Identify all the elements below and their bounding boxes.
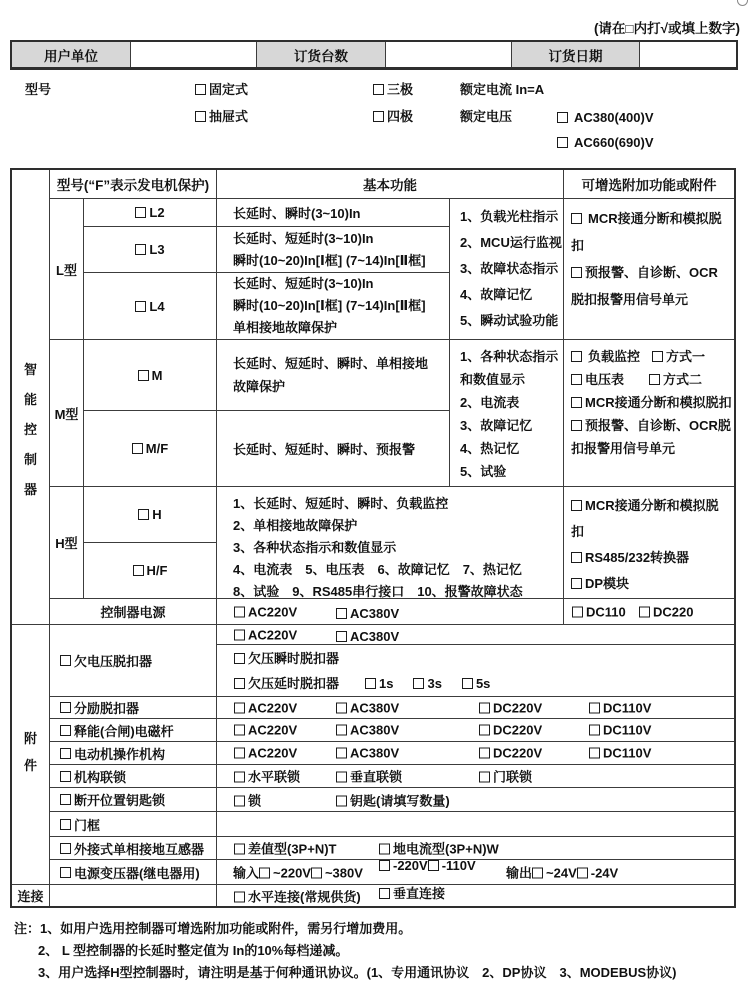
shunt-voltage-options bbox=[217, 697, 734, 718]
interlock-door-option: 门联锁 bbox=[479, 767, 532, 786]
shunt-dc110-checkbox[interactable] bbox=[589, 702, 600, 713]
ac380-label: AC380(400)V bbox=[574, 110, 654, 125]
power-ac380-option: AC380V bbox=[336, 606, 399, 621]
m-mode2-label: 方式二 bbox=[663, 372, 703, 387]
motor-operator-checkbox[interactable] bbox=[60, 748, 71, 759]
uv-ac220-checkbox[interactable] bbox=[234, 629, 245, 640]
magnet-dc110-option: DC110V bbox=[589, 723, 651, 738]
lock-option: 锁 bbox=[234, 790, 261, 809]
uv-release-checkbox[interactable] bbox=[60, 655, 71, 666]
shunt-dc110-option: DC110V bbox=[589, 700, 651, 715]
ac380-checkbox[interactable] bbox=[557, 112, 568, 123]
l-indicator-list: 1、负载光柱指示 2、MCU运行监视 3、故障状态指示 4、故障记忆 5、瞬动试验功能 bbox=[450, 199, 563, 339]
l4-checkbox[interactable] bbox=[135, 301, 146, 312]
fill-instruction-note: (请在□内打√或填上数字) bbox=[593, 21, 740, 36]
transformer-out-ac24-checkbox[interactable] bbox=[532, 868, 543, 879]
footnotes bbox=[14, 918, 676, 984]
shunt-ac220-option: AC220V bbox=[234, 700, 297, 715]
uv-delay-checkbox[interactable] bbox=[234, 678, 245, 689]
power-ac-options bbox=[217, 599, 563, 624]
transformer-checkbox[interactable] bbox=[60, 867, 71, 878]
uv-sub-options bbox=[217, 645, 734, 696]
ct-diff-checkbox[interactable] bbox=[234, 844, 245, 855]
vertical-connection-checkbox[interactable] bbox=[379, 888, 390, 899]
shunt-dc220-checkbox[interactable] bbox=[479, 702, 490, 713]
ct-ground-checkbox[interactable] bbox=[379, 844, 390, 855]
l4-functions: 长延时、短延时(3~10)In 瞬时(10~20)In[Ⅰ框] (7~14)In[Ⅱ框] 单相接地故障保护 bbox=[217, 273, 449, 339]
uv-instant-checkbox[interactable] bbox=[234, 653, 245, 664]
m-opt-line2 bbox=[571, 368, 732, 391]
magnet-dc220-option: DC220V bbox=[479, 723, 542, 738]
external-ct-item: 外接式单相接地互感器 bbox=[50, 837, 216, 859]
transformer-dc-group: -220V -110V bbox=[379, 858, 476, 873]
shunt-release-item: 分励脱扣器 bbox=[50, 697, 216, 718]
m-mcr-option bbox=[571, 391, 732, 414]
power-dc220-option: DC220 bbox=[639, 604, 693, 619]
motor-dc220-option: DC220V bbox=[479, 746, 542, 761]
uv-3s-checkbox[interactable] bbox=[413, 678, 424, 689]
l-alarm-option bbox=[571, 259, 730, 313]
uv-1s-checkbox[interactable] bbox=[365, 678, 376, 689]
h-function-list: 1、长延时、短延时、瞬时、负载监控 2、单相接地故障保护 3、各种状态指示和数值显示 4、电流表 5、电压表 6、故障记忆 7、热记忆 8、试验 9、RS485串行接口 10、报警故障状态 bbox=[217, 487, 563, 598]
key-option: 钥匙(请填写数量) bbox=[336, 790, 450, 809]
l4-label: L4 bbox=[149, 298, 165, 314]
magnet-ac220-checkbox[interactable] bbox=[234, 725, 245, 736]
l2-option bbox=[84, 199, 216, 226]
motor-dc110-checkbox[interactable] bbox=[589, 748, 600, 759]
h-option bbox=[84, 487, 216, 542]
accessories-section-label: 附 件 bbox=[12, 625, 49, 884]
order-date-label: 订货日期 bbox=[512, 42, 639, 67]
l3-option bbox=[84, 227, 216, 272]
keylock-checkbox[interactable] bbox=[60, 794, 71, 805]
interlock-vertical-checkbox[interactable] bbox=[336, 772, 347, 783]
l2-label: L2 bbox=[149, 205, 165, 220]
corner-mark bbox=[737, 0, 748, 6]
l2-checkbox[interactable] bbox=[135, 207, 146, 218]
m-load-checkbox[interactable] bbox=[571, 351, 582, 362]
m-type-label: M型 bbox=[50, 340, 83, 486]
closing-magnet-item: 释能(合闸)电磁杆 bbox=[50, 719, 216, 741]
mf-checkbox[interactable] bbox=[132, 443, 143, 454]
m-optional-list bbox=[564, 340, 734, 486]
m-alarm-option bbox=[571, 414, 732, 460]
doorframe-options-empty bbox=[217, 812, 734, 836]
doorframe-checkbox[interactable] bbox=[60, 819, 71, 830]
h-dp-option bbox=[571, 571, 730, 597]
mf-label: M/F bbox=[145, 441, 169, 456]
m-mode1-label: 方式一 bbox=[666, 349, 706, 364]
fixed-type-checkbox[interactable] bbox=[195, 84, 206, 95]
hf-label: H/F bbox=[146, 563, 168, 578]
l-alarm-label: 预报警、自诊断、OCR脱扣报警用信号单元 bbox=[571, 265, 718, 307]
hf-option bbox=[84, 543, 216, 598]
transformer-dc220-checkbox[interactable] bbox=[379, 860, 390, 871]
m-opt-line1 bbox=[571, 345, 732, 368]
header-model-col: 型号(“F”表示发电机保护) bbox=[50, 170, 216, 198]
ct-diff-option: 差值型(3P+N)T bbox=[234, 839, 336, 858]
m-indicator-list: 1、各种状态指示 和数值显示 2、电流表 3、故障记忆 4、热记忆 5、试验 bbox=[450, 340, 563, 486]
h-rs-option bbox=[571, 545, 730, 571]
transformer-out-dc24-checkbox[interactable] bbox=[577, 868, 588, 879]
header-basic-col: 基本功能 bbox=[217, 170, 563, 198]
transformer-options bbox=[217, 860, 734, 884]
horizontal-connection-option: 水平连接(常规供货) bbox=[234, 886, 361, 905]
m-checkbox[interactable] bbox=[138, 370, 149, 381]
shunt-ac220-checkbox[interactable] bbox=[234, 702, 245, 713]
interlock-horizontal-option: 水平联锁 bbox=[234, 767, 300, 786]
lock-checkbox[interactable] bbox=[234, 795, 245, 806]
l3-functions: 长延时、短延时(3~10)In 瞬时(10~20)In[Ⅰ框] (7~14)In[Ⅱ框] bbox=[217, 227, 449, 272]
drawout-type-option bbox=[195, 106, 248, 125]
motor-ac220-checkbox[interactable] bbox=[234, 748, 245, 759]
power-dc110-option: DC110 bbox=[572, 604, 626, 619]
h-mcr-option bbox=[571, 493, 730, 545]
l4-option bbox=[84, 273, 216, 339]
interlock-horizontal-checkbox[interactable] bbox=[234, 772, 245, 783]
key-checkbox[interactable] bbox=[336, 795, 347, 806]
connection-options bbox=[217, 885, 734, 906]
four-pole-checkbox[interactable] bbox=[373, 111, 384, 122]
uv-instant-option: 欠压瞬时脱扣器 bbox=[234, 646, 734, 671]
rated-current-label: 额定电流 In=A bbox=[460, 82, 545, 97]
interlock-checkbox[interactable] bbox=[60, 771, 71, 782]
magnet-ac380-checkbox[interactable] bbox=[336, 725, 347, 736]
power-dc-options bbox=[564, 599, 734, 624]
h-rs-label: RS485/232转换器 bbox=[585, 550, 690, 565]
h-mcr-label: MCR接通分断和模拟脱扣 bbox=[571, 498, 719, 539]
order-info-table bbox=[10, 40, 738, 70]
four-pole-option bbox=[373, 106, 413, 125]
h-dp-label: DP模块 bbox=[585, 576, 630, 591]
three-pole-option bbox=[373, 79, 413, 98]
m-mcr-checkbox[interactable] bbox=[571, 397, 582, 408]
ac660-label: AC660(690)V bbox=[574, 135, 654, 150]
h-type-label: H型 bbox=[50, 487, 83, 598]
shunt-release-checkbox[interactable] bbox=[60, 702, 71, 713]
m-mode1-checkbox[interactable] bbox=[652, 351, 663, 362]
vertical-connection-option: 垂直连接 bbox=[379, 883, 445, 902]
transformer-dc110-checkbox[interactable] bbox=[428, 860, 439, 871]
horizontal-connection-checkbox[interactable] bbox=[234, 891, 245, 902]
h-dp-checkbox[interactable] bbox=[571, 578, 582, 589]
m-option bbox=[84, 340, 216, 410]
magnet-ac220-option: AC220V bbox=[234, 723, 297, 738]
m-volt-checkbox[interactable] bbox=[571, 374, 582, 385]
mf-functions: 长延时、短延时、瞬时、预报警 bbox=[217, 411, 449, 486]
order-qty-input[interactable] bbox=[386, 42, 511, 67]
uv-ac380-checkbox[interactable] bbox=[336, 631, 347, 642]
interlock-door-checkbox[interactable] bbox=[479, 772, 490, 783]
mf-option bbox=[84, 411, 216, 486]
keylock-options bbox=[217, 788, 734, 811]
external-ct-checkbox[interactable] bbox=[60, 843, 71, 854]
main-spec-table bbox=[10, 168, 736, 908]
interlock-vertical-option: 垂直联锁 bbox=[336, 767, 402, 786]
ac660-checkbox[interactable] bbox=[557, 137, 568, 148]
ct-ground-option: 地电流型(3P+N)W bbox=[379, 839, 499, 858]
four-pole-label: 四极 bbox=[387, 109, 414, 124]
l-type-label: L型 bbox=[50, 199, 83, 339]
l3-checkbox[interactable] bbox=[135, 244, 146, 255]
power-dc220-checkbox[interactable] bbox=[639, 606, 650, 617]
motor-ac380-checkbox[interactable] bbox=[336, 748, 347, 759]
ac660-option bbox=[557, 135, 654, 150]
shunt-ac380-option: AC380V bbox=[336, 700, 399, 715]
m-alarm-label: 预报警、自诊断、OCR脱扣报警用信号单元 bbox=[571, 418, 731, 456]
uv-ac220-option: AC220V bbox=[234, 627, 297, 642]
transformer-input-group: 输入 ~220V ~380V bbox=[233, 865, 363, 881]
motor-dc220-checkbox[interactable] bbox=[479, 748, 490, 759]
transformer-in380-checkbox[interactable] bbox=[311, 868, 322, 879]
power-ac380-checkbox[interactable] bbox=[336, 608, 347, 619]
power-dc110-checkbox[interactable] bbox=[572, 606, 583, 617]
h-optional-list bbox=[564, 487, 734, 598]
magnet-dc220-checkbox[interactable] bbox=[479, 725, 490, 736]
doorframe-item: 门框 bbox=[50, 812, 216, 836]
header-optional-col: 可增选附加功能或附件 bbox=[564, 170, 734, 198]
uv-5s-checkbox[interactable] bbox=[462, 678, 473, 689]
power-label: 控制器电源 bbox=[50, 599, 216, 624]
shunt-dc220-option: DC220V bbox=[479, 700, 542, 715]
user-unit-input[interactable] bbox=[131, 42, 256, 67]
closing-magnet-checkbox[interactable] bbox=[60, 725, 71, 736]
m-load-label: 负载监控 bbox=[588, 349, 641, 364]
drawout-type-checkbox[interactable] bbox=[195, 111, 206, 122]
h-label: H bbox=[152, 507, 162, 522]
external-ct-options bbox=[217, 837, 734, 859]
footnote-2: 2、 L 型控制器的长延时整定值为 In的10%每档递减。 bbox=[38, 943, 349, 958]
l-alarm-checkbox[interactable] bbox=[571, 267, 582, 278]
power-ac220-checkbox[interactable] bbox=[234, 606, 245, 617]
footnote-1: 注：1、如用户选用控制器可增选附加功能或附件，需另行增加费用。 bbox=[14, 921, 412, 936]
transformer-in220-checkbox[interactable] bbox=[259, 868, 270, 879]
l-mcr-label: MCR接通分断和模拟脱扣 bbox=[571, 211, 722, 253]
hf-checkbox[interactable] bbox=[133, 565, 144, 576]
footnote-3: 3、用户选择H型控制器时，请注明是基于何种通讯协议。(1、专用通讯协议 2、DP协议 3、MODEBUS协议) bbox=[38, 965, 677, 980]
l-mcr-checkbox[interactable] bbox=[571, 213, 582, 224]
connection-name-empty bbox=[50, 885, 216, 906]
interlock-options bbox=[217, 765, 734, 787]
magnet-ac380-option: AC380V bbox=[336, 723, 399, 738]
uv-voltage-options bbox=[217, 625, 734, 644]
m-mode2-checkbox[interactable] bbox=[649, 374, 660, 385]
controller-section-label: 智 能 控 制 器 bbox=[12, 170, 49, 624]
power-ac220-option: AC220V bbox=[234, 604, 297, 619]
user-unit-label: 用户单位 bbox=[12, 42, 130, 67]
motor-voltage-options bbox=[217, 742, 734, 764]
three-pole-label: 三极 bbox=[387, 82, 414, 97]
l-optional-list bbox=[564, 199, 734, 339]
rated-voltage-label: 额定电压 bbox=[460, 109, 513, 124]
l3-label: L3 bbox=[149, 242, 165, 257]
three-pole-checkbox[interactable] bbox=[373, 84, 384, 95]
magnet-dc110-checkbox[interactable] bbox=[589, 725, 600, 736]
m-alarm-checkbox[interactable] bbox=[571, 420, 582, 431]
l-mcr-option bbox=[571, 205, 730, 259]
uv-release-item: 欠电压脱扣器 bbox=[50, 625, 216, 696]
h-mcr-checkbox[interactable] bbox=[571, 500, 582, 511]
ac380-option bbox=[557, 110, 654, 125]
l2-functions: 长延时、瞬时(3~10)In bbox=[217, 199, 449, 226]
order-qty-label: 订货台数 bbox=[257, 42, 385, 67]
closing-magnet-voltage-options bbox=[217, 719, 734, 741]
connection-section-label: 连接 bbox=[12, 885, 49, 906]
m-volt-label: 电压表 bbox=[585, 372, 625, 387]
transformer-item: 电源变压器(继电器用) bbox=[50, 860, 216, 884]
m-functions: 长延时、短延时、瞬时、单相接地 故障保护 bbox=[217, 340, 449, 410]
h-checkbox[interactable] bbox=[138, 509, 149, 520]
transformer-output-group: 输出 ~24V -24V bbox=[506, 865, 619, 881]
motor-ac220-option: AC220V bbox=[234, 746, 297, 761]
fixed-type-option bbox=[195, 79, 248, 98]
shunt-ac380-checkbox[interactable] bbox=[336, 702, 347, 713]
motor-ac380-option: AC380V bbox=[336, 746, 399, 761]
model-label: 型号 bbox=[25, 82, 52, 97]
drawout-type-label: 抽屉式 bbox=[209, 109, 249, 124]
uv-ac380-option: AC380V bbox=[336, 629, 399, 644]
keylock-item: 断开位置钥匙锁 bbox=[50, 788, 216, 811]
interlock-item: 机构联锁 bbox=[50, 765, 216, 787]
uv-delay-option: 欠压延时脱扣器 1s 3s 5s bbox=[234, 671, 734, 696]
motor-operator-item: 电动机操作机构 bbox=[50, 742, 216, 764]
m-mcr-label: MCR接通分断和模拟脱扣 bbox=[585, 395, 732, 410]
motor-dc110-option: DC110V bbox=[589, 746, 651, 761]
fixed-type-label: 固定式 bbox=[209, 82, 249, 97]
order-date-input[interactable] bbox=[640, 42, 736, 67]
h-rs-checkbox[interactable] bbox=[571, 552, 582, 563]
m-label: M bbox=[151, 367, 163, 383]
